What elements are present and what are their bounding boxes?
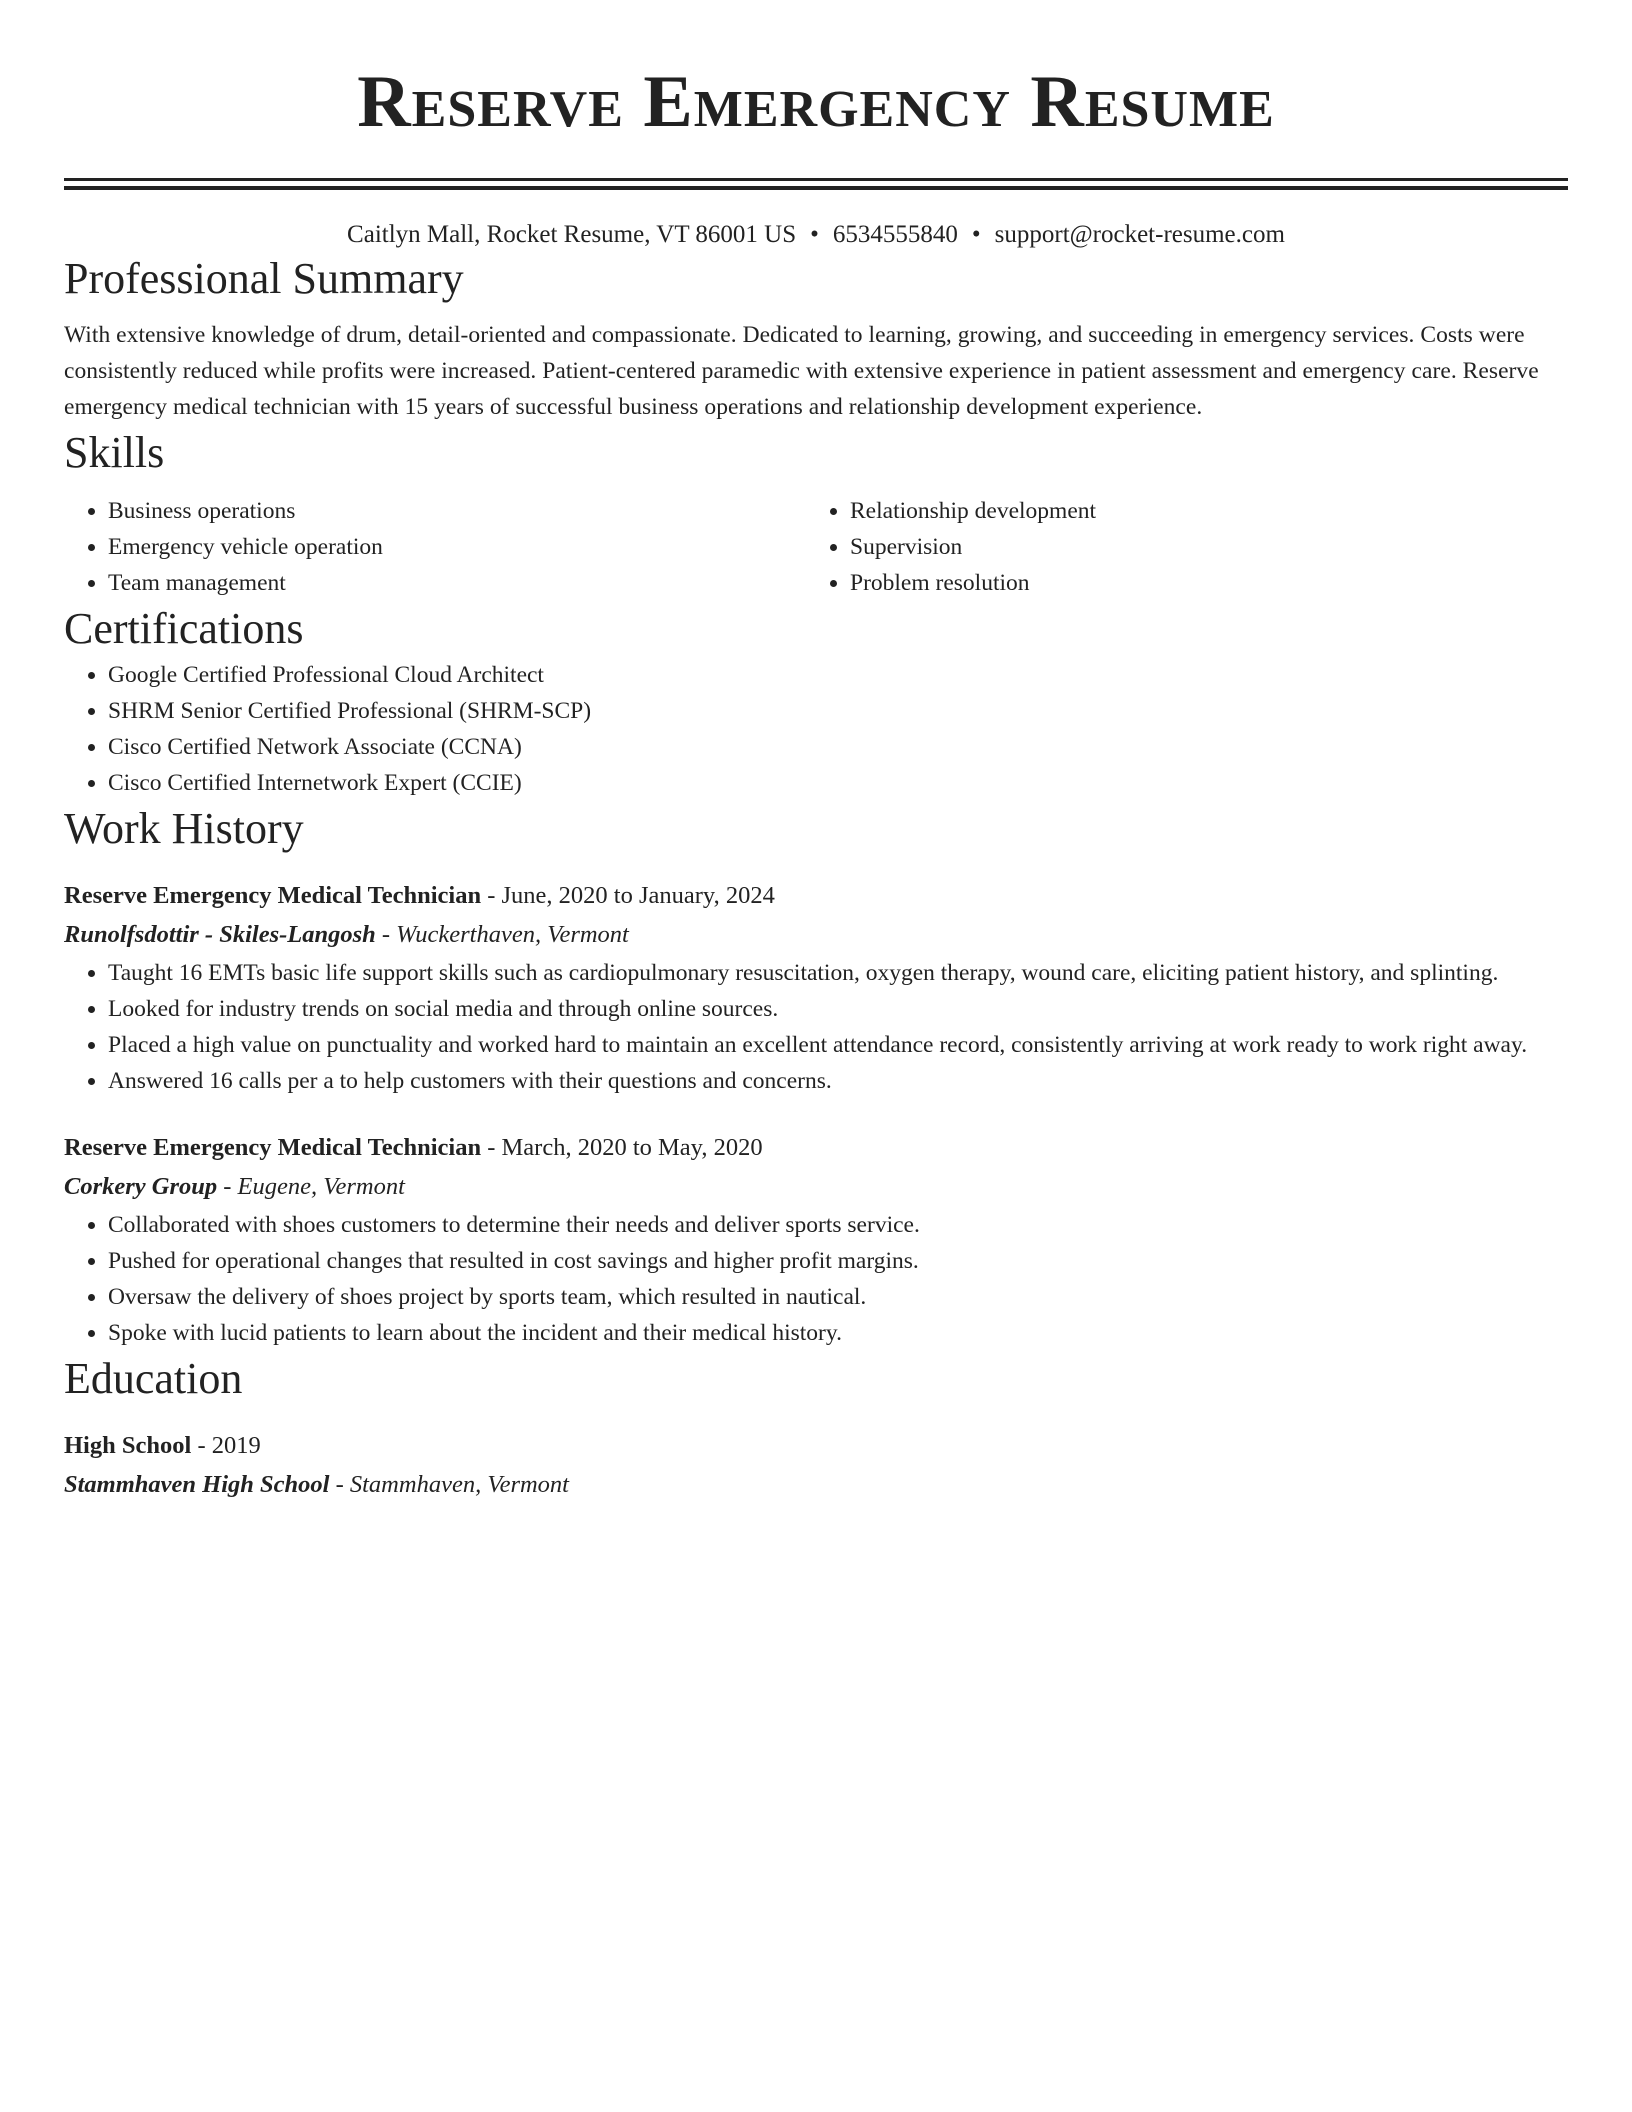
certification-item: • Google Certified Professional Cloud Architect	[108, 657, 1568, 693]
resume-page	[64, 0, 1568, 1505]
job-entry	[64, 877, 1568, 1099]
certifications-heading: Certifications	[64, 604, 304, 653]
job-title: Reserve Emergency Medical Technician	[64, 882, 482, 909]
job-employer-line	[64, 1167, 1568, 1207]
job-entry	[64, 1129, 1568, 1351]
summary-heading: Professional Summary	[64, 254, 464, 303]
job-duty: • Placed a high value on punctuality and worked hard to maintain an excellent attendance record, consistently arriving at work ready to work right away.	[108, 1027, 1568, 1063]
summary-text: With extensive knowledge of drum, detail-oriented and compassionate. Dedicated to learning, growing, and succeeding in emergency services. Costs were consistently reduced while profits were increased. Patient-centered paramedic with extensive experience in patient assessment and emergency care. Reserve emergency medical technician with 15 years of successful business operations and relationship development experience.	[64, 322, 1539, 420]
job-duty: • Looked for industry trends on social media and through online sources.	[108, 991, 1568, 1027]
education-degree: High School	[64, 1432, 192, 1459]
job-title: Reserve Emergency Medical Technician	[64, 1134, 482, 1161]
job-employer-line	[64, 915, 1568, 955]
education-degree-line	[64, 1427, 1568, 1465]
contact-separator: •	[810, 221, 819, 248]
education-location: - Stammhaven, Vermont	[329, 1471, 569, 1498]
job-title-line	[64, 1129, 1568, 1167]
job-duty: • Spoke with lucid patients to learn about the incident and their medical history.	[108, 1315, 1568, 1351]
skill-item: • Relationship development	[850, 493, 1548, 529]
skills-column-left	[64, 493, 806, 601]
job-title-line	[64, 877, 1568, 915]
job-location: - Eugene, Vermont	[217, 1173, 405, 1200]
title-divider	[64, 178, 1568, 181]
education-school-line	[64, 1465, 1568, 1505]
contact-info	[64, 219, 1568, 251]
certification-item: • SHRM Senior Certified Professional (SHRM-SCP)	[108, 693, 1568, 729]
job-location: - Wuckerthaven, Vermont	[375, 921, 629, 948]
job-duty: • Oversaw the delivery of shoes project by sports team, which resulted in nautical.	[108, 1279, 1568, 1315]
contact-phone: 6534555840	[832, 221, 958, 248]
contact-email: support@rocket-resume.com	[994, 221, 1285, 248]
job-duties-list	[64, 1207, 1568, 1351]
job-dates: - June, 2020 to January, 2024	[481, 882, 775, 909]
contact-separator: •	[971, 221, 981, 248]
certification-item: • Cisco Certified Internetwork Expert (CCIE)	[108, 765, 1568, 801]
skill-item: • Problem resolution	[850, 565, 1548, 601]
job-dates: - March, 2020 to May, 2020	[481, 1134, 763, 1161]
skill-item: • Team management	[108, 565, 806, 601]
job-employer: Runolfsdottir - Skiles-Langosh	[64, 921, 376, 948]
job-duties-list	[64, 955, 1568, 1099]
certification-item: • Cisco Certified Network Associate (CCNA)	[108, 729, 1568, 765]
skills-heading: Skills	[64, 428, 165, 477]
skill-item: • Emergency vehicle operation	[108, 529, 806, 565]
contact-address: Caitlyn Mall, Rocket Resume, VT 86001 US	[347, 221, 797, 248]
resume-title: Reserve Emergency Resume	[357, 61, 1275, 143]
skill-item: • Supervision	[850, 529, 1548, 565]
skill-item: • Business operations	[108, 493, 806, 529]
job-duty: • Answered 16 calls per a to help customers with their questions and concerns.	[108, 1063, 1568, 1099]
job-employer: Corkery Group	[64, 1173, 218, 1200]
skills-list	[64, 493, 1568, 601]
education-school: Stammhaven High School	[64, 1471, 330, 1498]
education-heading: Education	[64, 1354, 243, 1403]
certifications-list	[64, 657, 1568, 801]
education-year: - 2019	[191, 1432, 261, 1459]
work-history-heading: Work History	[64, 804, 304, 853]
job-duty: • Taught 16 EMTs basic life support skills such as cardiopulmonary resuscitation, oxygen therapy, wound care, eliciting patient history, and splinting.	[108, 955, 1568, 991]
job-duty: • Collaborated with shoes customers to determine their needs and deliver sports service.	[108, 1207, 1568, 1243]
job-duty: • Pushed for operational changes that resulted in cost savings and higher profit margins.	[108, 1243, 1568, 1279]
skills-column-right	[806, 493, 1548, 601]
